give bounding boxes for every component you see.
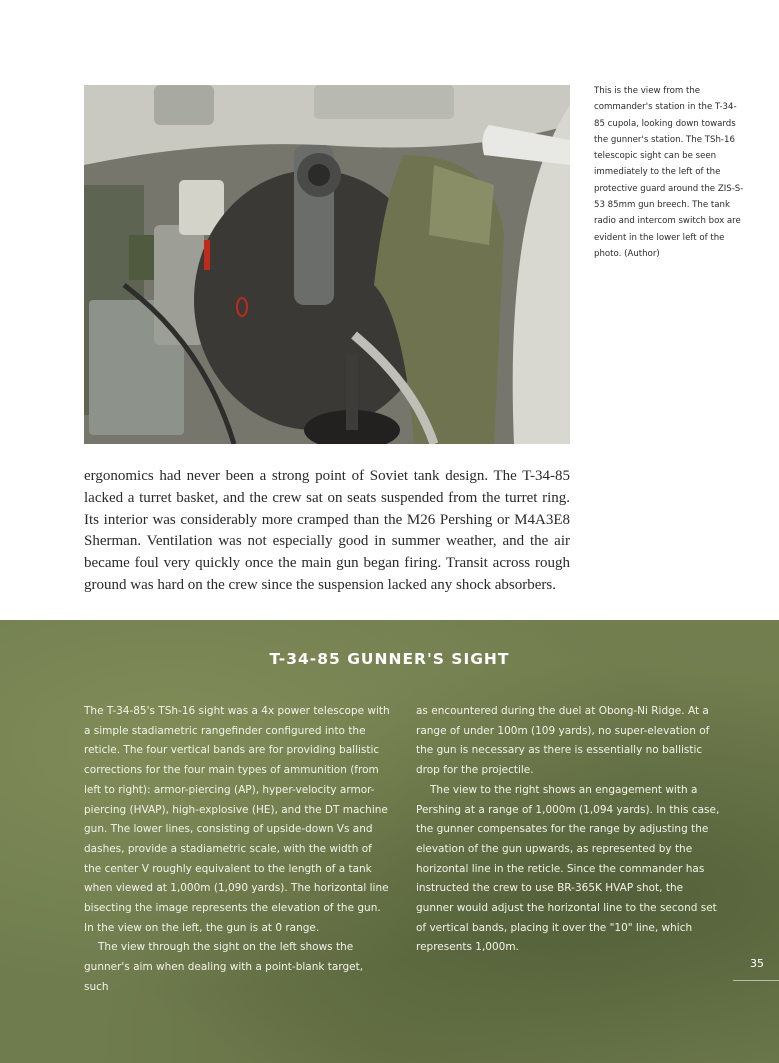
sidebar-left-column (84, 702, 390, 998)
sidebar-left-paragraph: The T-34-85's TSh-16 sight was a 4x power telescope with a simple stadiametric rangefinder configured into the reticle. The four vertical bands are for providing ballistic corrections for the four main types of ammunition (from left to right): armor-piercing (AP), hyper-velocity armor-piercing (HVAP), high-explosive (HE), and the DT machine gun. The lower lines, consisting of upside-down Vs and dashes, provide a stadiametric scale, with the width of the center V roughly equivalent to the length of a tank when viewed at 1,000m (1,090 yards). The horizontal line bisecting the image represents the elevation of the gun. In the view on the left, the gun is at 0 range. (84, 705, 390, 934)
sidebar-right-column (416, 702, 722, 958)
page-number: 35 (750, 957, 764, 970)
sidebar-title: T-34-85 GUNNER'S SIGHT (269, 650, 510, 668)
sidebar-right-paragraph: as encountered during the duel at Obong-Ni Ridge. At a range of under 100m (109 yards), no super-elevation of the gun is necessary as there is essentially no ballistic drop for the projectile. (416, 705, 710, 777)
sidebar-right-paragraph: The view to the right shows an engagement with a Pershing at a range of 1,000m (1,094 yards). In this case, the gunner compensates for the range by adjusting the elevation of the gun upwards, as represented by the horizontal line in the reticle. Since the commander has instructed the crew to use BR-365K HVAP shot, the gunner would adjust the horizontal line to the second set of vertical bands, placing it over the "10" line, which represents 1,000m. (416, 783, 720, 954)
page-number-rule (733, 980, 779, 981)
photo-caption: This is the view from the commander's station in the T-34-85 cupola, looking down towards the gunner's station. The TSh-16 telescopic sight can be seen immediately to the left of the protective guard around the ZIS-S-53 85mm gun breech. The tank radio and intercom switch box are evident in the lower left of the photo. (Author) (594, 86, 744, 259)
tank-interior-illustration (84, 85, 570, 444)
body-paragraph: ergonomics had never been a strong point of Soviet tank design. The T-34-85 lacked a turret basket, and the crew sat on seats suspended from the turret ring. Its interior was considerably more cramped than the M26 Pershing or M4A3E8 Sherman. Ventilation was not especially good in summer weather, and the air became foul very quickly once the main gun began firing. Transit across rough ground was hard on the crew since the suspension lacked any shock absorbers. (84, 468, 570, 593)
tank-interior-photo (84, 85, 570, 444)
sidebar-left-paragraph: The view through the sight on the left shows the gunner's aim when dealing with a point-blank target, such (84, 941, 364, 993)
gunners-sight-sidebar (0, 620, 779, 1063)
